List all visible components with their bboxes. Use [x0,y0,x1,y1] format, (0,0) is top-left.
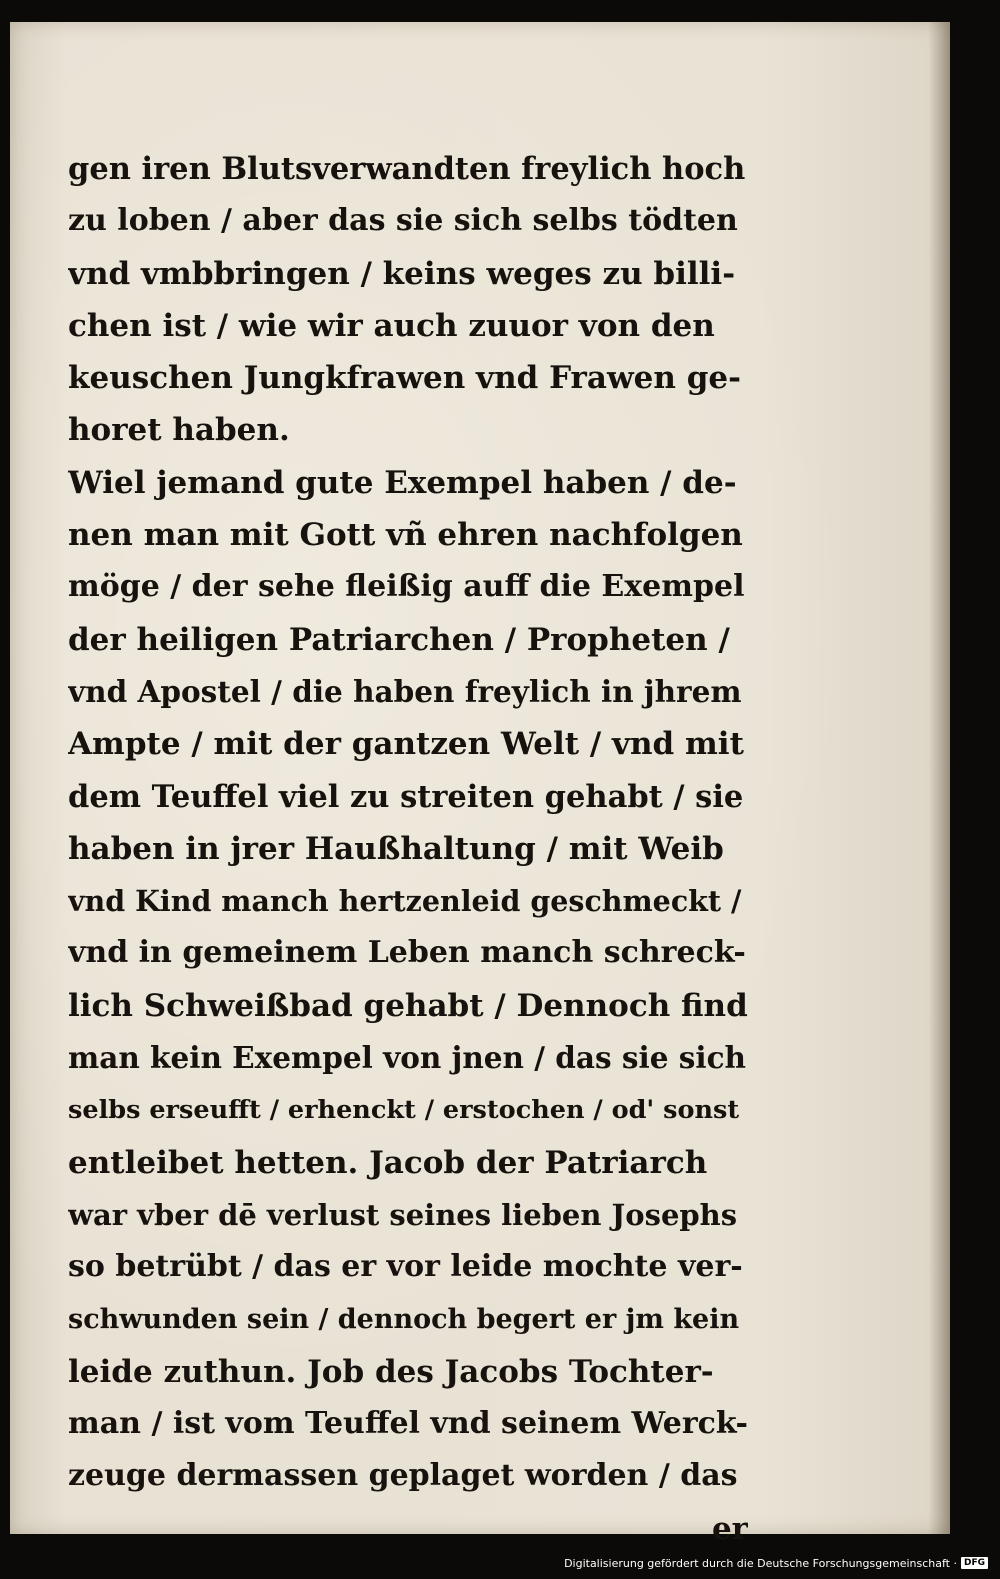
text-line: man / ist vom Teuffel vnd seinem Werck- [68,1406,748,1442]
text-line: entleibet hetten. Jacob der Patriarch [68,1144,708,1181]
text-line: dem Teuffel viel zu streiten gehabt / sie [68,778,744,815]
credit-text: Digitalisierung gefördert durch die Deutsche Forschungsgemeinschaft · [564,1556,957,1570]
text-line: haben in jrer Haußhaltung / mit Weib [68,830,724,867]
dfg-logo: DFG [961,1557,988,1569]
text-line: horet haben. [68,412,290,449]
digitization-credit [564,1555,988,1571]
text-line: war vber dē verlust seines lieben Josephs [68,1197,738,1232]
text-line: nen man mit Gott vñ ehren nachfolgen [68,517,743,554]
text-line: möge / der sehe fleißig auff die Exempel [68,569,745,605]
text-line: schwunden sein / dennoch begert er jm kein [68,1303,740,1335]
text-line: zeuge dermassen geplaget worden / das [68,1458,738,1494]
text-line: vnd in gemeinem Leben manch schreck- [68,935,746,971]
book-page [10,22,950,1547]
text-line: chen ist / wie wir auch zuuor von den [68,307,715,344]
text-line: vnd vmbbringen / keins weges zu billi- [68,255,736,292]
text-line: zu loben / aber das sie sich selbs tödten [68,203,738,239]
text-line: so betrübt / das er vor leide mochte ver- [68,1249,743,1285]
page-text [68,143,748,1555]
text-line: vnd Kind manch hertzenleid geschmeckt / [68,884,742,919]
text-line: der heiligen Patriarchen / Propheten / [68,621,730,658]
catchword: er [711,1510,748,1547]
text-line: Wiel jemand gute Exempel haben / de- [68,464,737,501]
text-line: man kein Exempel von jnen / das sie sich [68,1040,746,1076]
text-line: Ampte / mit der gantzen Welt / vnd mit [68,726,744,763]
text-line: vnd Apostel / die haben freylich in jhrem [68,673,742,709]
text-line: keuschen Jungkfrawen vnd Frawen ge- [68,360,741,397]
text-line: selbs erseufft / erhenckt / erstochen / od' sonst [68,1095,740,1126]
text-line: lich Schweißbad gehabt / Dennoch find [68,987,748,1024]
text-line: leide zuthun. Job des Jacobs Tochter- [68,1353,714,1390]
text-line: gen iren Blutsverwandten freylich hoch [68,151,746,187]
